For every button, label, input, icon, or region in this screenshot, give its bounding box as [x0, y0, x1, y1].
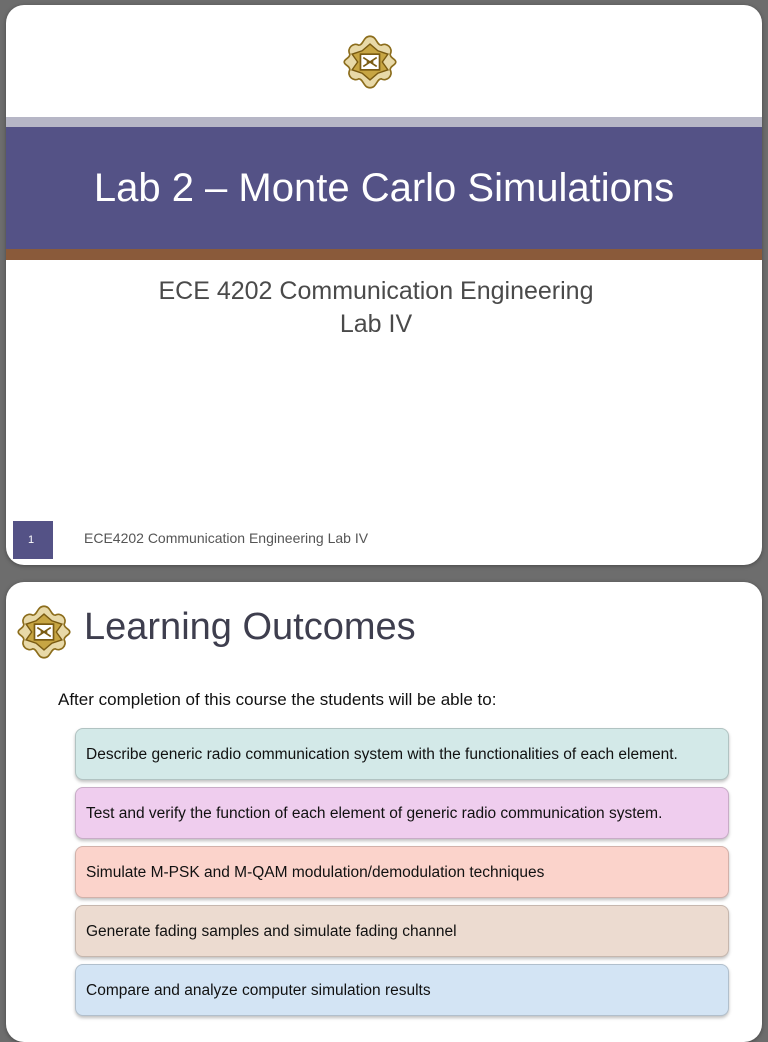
slide-footer: ECE4202 Communication Engineering Lab IV — [84, 530, 369, 546]
slide-subtitle — [6, 275, 746, 341]
outcome-text: Describe generic radio communication system with the functionalities of each element. — [86, 745, 678, 763]
subtitle-line-2: Lab IV — [339, 310, 413, 338]
slide-number: 1 — [13, 521, 53, 559]
outcome-item — [75, 846, 729, 898]
slide-title: Lab 2 – Monte Carlo Simulations — [93, 166, 675, 210]
outcome-text: Test and verify the function of each element of generic radio communication system. — [86, 804, 663, 822]
learning-outcomes-slide — [6, 582, 762, 1042]
outcome-item — [75, 905, 729, 957]
decorative-bar — [6, 117, 762, 127]
title-slide — [6, 5, 762, 565]
outcome-item — [75, 787, 729, 839]
title-band — [6, 127, 762, 249]
intro-text: After completion of this course the students will be able to: — [58, 690, 497, 709]
subtitle-line-1: ECE 4202 Communication Engineering — [158, 277, 594, 305]
outcome-text: Compare and analyze computer simulation results — [86, 981, 431, 999]
outcome-text: Simulate M-PSK and M-QAM modulation/demodulation techniques — [86, 863, 545, 881]
accent-bar — [6, 249, 762, 260]
outcome-text: Generate fading samples and simulate fading channel — [86, 922, 457, 940]
university-crest-icon — [16, 602, 72, 662]
slide-title: Learning Outcomes — [84, 606, 416, 648]
outcome-item — [75, 728, 729, 780]
university-crest-icon — [342, 32, 398, 92]
outcome-item — [75, 964, 729, 1016]
